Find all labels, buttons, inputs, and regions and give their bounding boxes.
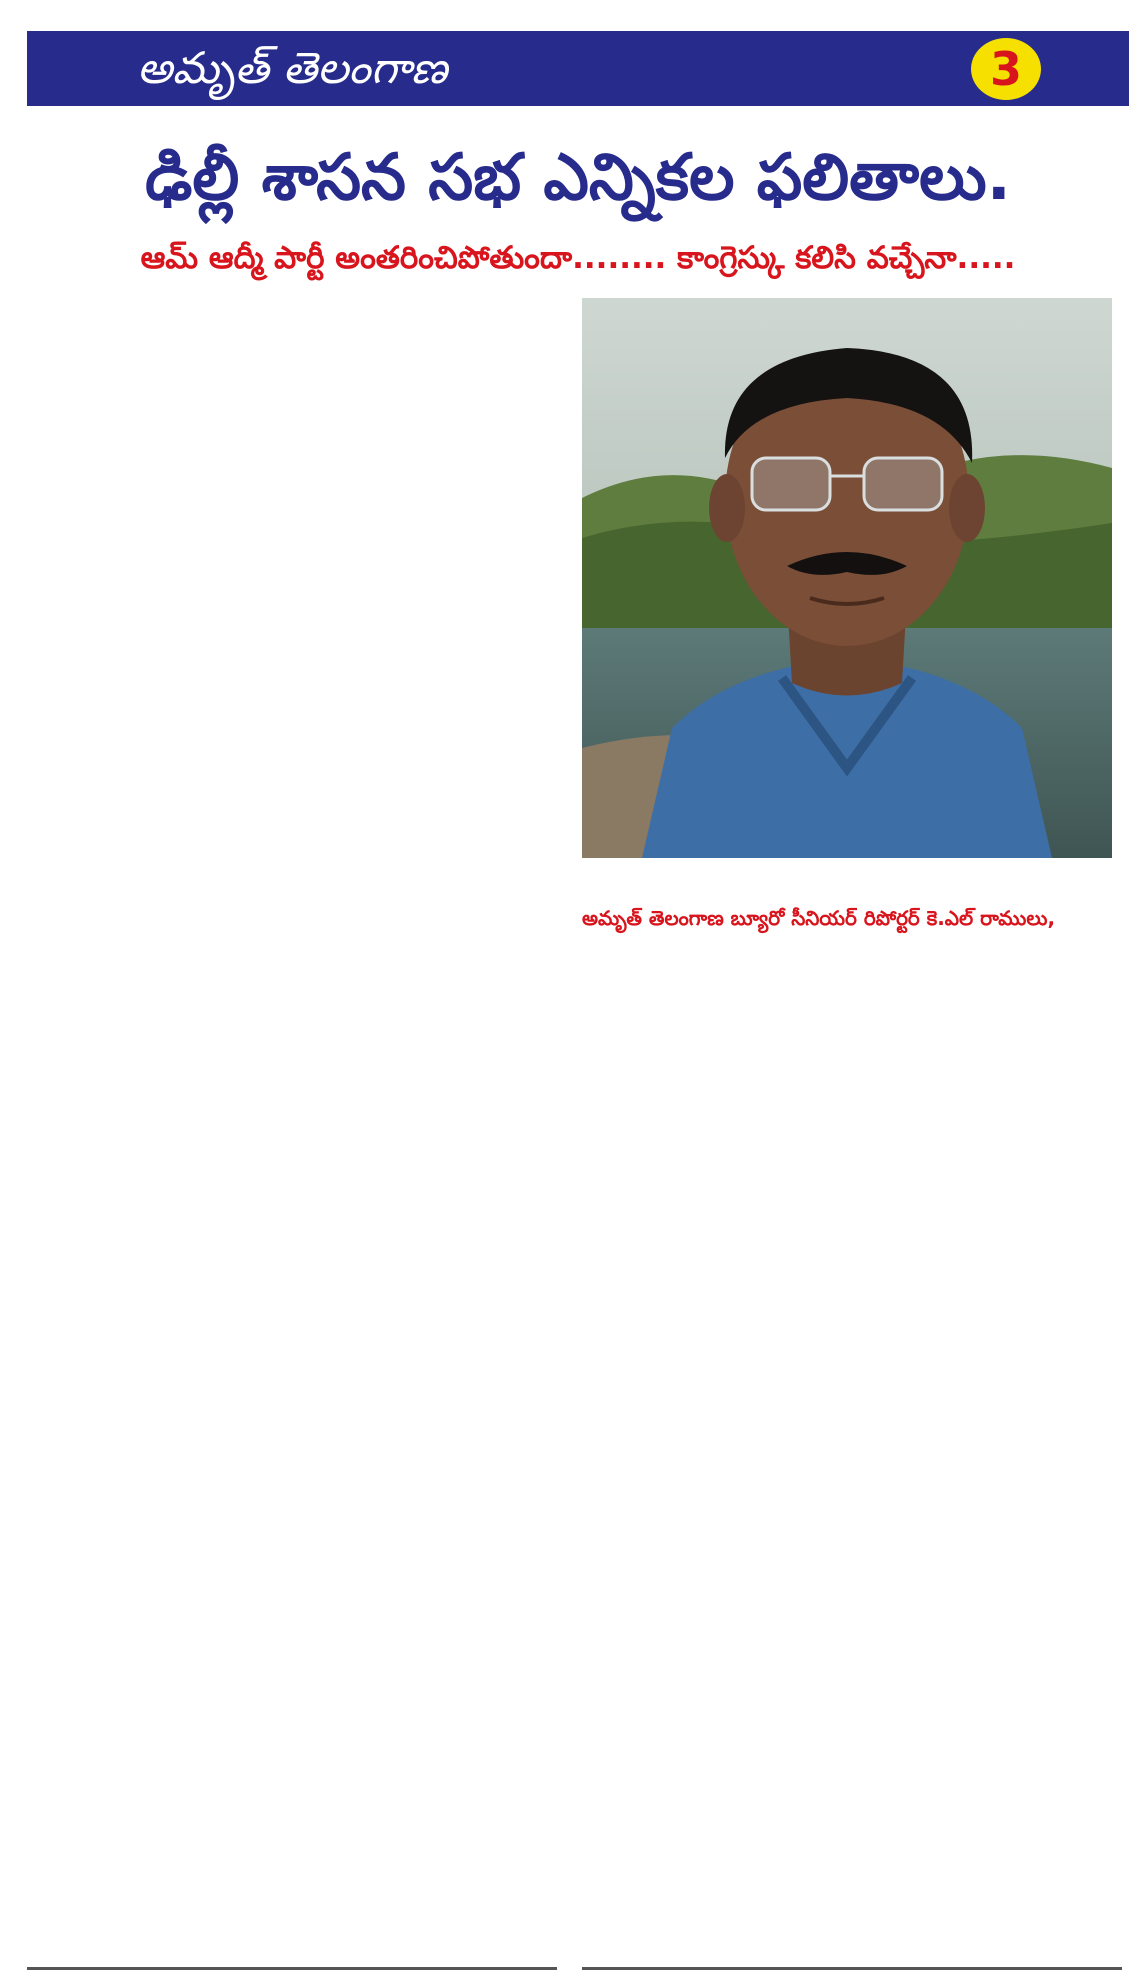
reporter-portrait-image (582, 298, 1112, 858)
subheadline: ఆమ్ ఆద్మీ పార్టీ అంతరించిపోతుందా........ కాంగ్రెస్కు కలిసి వచ్చేనా..... (140, 240, 1016, 276)
masthead (27, 31, 1129, 106)
column-divider-left (27, 1967, 557, 1970)
page-number-badge: 3 (971, 38, 1041, 100)
article-column-right (582, 960, 1112, 1956)
photo-caption: అమృత్ తెలంగాణ బ్యూరో సీనియర్ రిపోర్టర్ కె.ఎల్ రాములు, (582, 906, 1056, 930)
newspaper-title: అమృత్ తెలంగాణ (137, 43, 448, 94)
column-divider-right (582, 1967, 1122, 1970)
article-column-left (27, 296, 557, 1956)
reporter-photo (582, 298, 1112, 858)
headline: ఢిల్లీ శాసన సభ ఎన్నికల ఫలితాలు. (145, 141, 1011, 215)
